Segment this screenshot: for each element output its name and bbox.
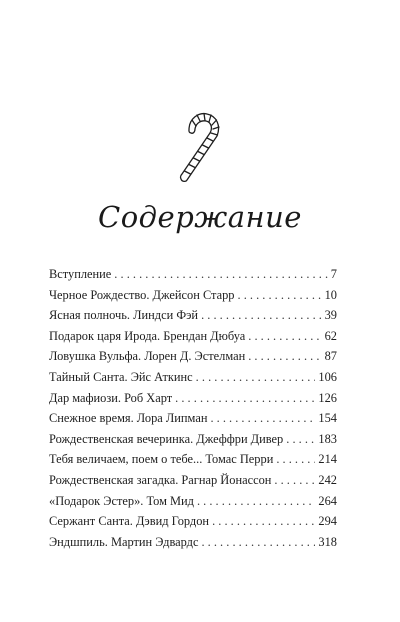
toc-entry-page: 154 [318, 411, 337, 426]
toc-entry [49, 285, 337, 306]
toc-entry-page: 10 [324, 287, 337, 302]
toc-leader-dots [286, 429, 315, 450]
toc-leader-dots [238, 285, 322, 306]
toc-entry-title: Дар мафиози. Роб Харт [49, 390, 173, 405]
toc-entry [49, 470, 337, 491]
toc-entry-page: 7 [330, 267, 337, 281]
toc-entry-page: 264 [318, 493, 337, 508]
toc-entry-title: Рождественская вечеринка. Джеффри Дивер [49, 431, 284, 446]
toc-leader-dots [274, 470, 315, 491]
toc-entry-title: Вступление [49, 267, 112, 281]
table-of-contents [49, 264, 337, 552]
toc-entry-page: 242 [318, 472, 337, 487]
toc-entry-title: Ясная полночь. Линдси Фэй [49, 308, 199, 323]
toc-entry-page: 126 [318, 390, 337, 405]
toc-leader-dots [175, 388, 315, 409]
toc-entry-title: Эндшпиль. Мартин Эдвардс [49, 534, 199, 549]
toc-leader-dots [248, 346, 321, 367]
toc-entry-title: Рождественская загадка. Рагнар Йонассон [49, 472, 272, 487]
toc-entry-title: «Подарок Эстер». Том Мид [49, 493, 194, 508]
toc-leader-dots [201, 532, 315, 553]
toc-entry-page: 62 [324, 328, 337, 343]
toc-entry-page: 318 [318, 534, 337, 549]
toc-entry-page: 294 [318, 514, 337, 529]
toc-entry-page: 106 [318, 369, 337, 384]
toc-leader-dots [201, 305, 322, 326]
toc-entry-title: Тайный Санта. Эйс Аткинс [49, 369, 193, 384]
toc-entry-page: 183 [318, 431, 337, 446]
toc-entry [49, 305, 337, 326]
toc-entry-page: 39 [324, 308, 337, 323]
toc-leader-dots [212, 511, 315, 532]
toc-entry [49, 429, 337, 450]
toc-entry-title: Тебя величаем, поем о тебе... Томас Перри [49, 452, 274, 467]
toc-entry [49, 367, 337, 388]
toc-entry [49, 326, 337, 347]
toc-entry-page: 87 [324, 349, 337, 364]
toc-entry-title: Ловушка Вульфа. Лорен Д. Эстелман [49, 349, 246, 364]
toc-entry-title: Подарок царя Ирода. Брендан Дюбуа [49, 328, 246, 343]
toc-entry-page: 214 [318, 452, 337, 467]
toc-entry [49, 346, 337, 367]
toc-leader-dots [197, 491, 315, 512]
toc-entry [49, 408, 337, 429]
toc-entry-title: Снежное время. Лора Липман [49, 411, 208, 426]
toc-entry-title: Сержант Санта. Дэвид Гордон [49, 514, 210, 529]
toc-entry [49, 491, 337, 512]
toc-leader-dots [196, 367, 316, 388]
page-title: Содержание [98, 200, 302, 234]
toc-leader-dots [276, 449, 315, 470]
toc-entry [49, 532, 337, 553]
toc-entry [49, 511, 337, 532]
toc-entry-title: Черное Рождество. Джейсон Старр [49, 287, 235, 302]
toc-leader-dots [248, 326, 321, 347]
toc-entry [49, 388, 337, 409]
toc-leader-dots [210, 408, 315, 429]
candy-cane-icon [175, 108, 225, 186]
toc-leader-dots [114, 264, 328, 285]
toc-entry [49, 449, 337, 470]
toc-entry [49, 264, 337, 285]
